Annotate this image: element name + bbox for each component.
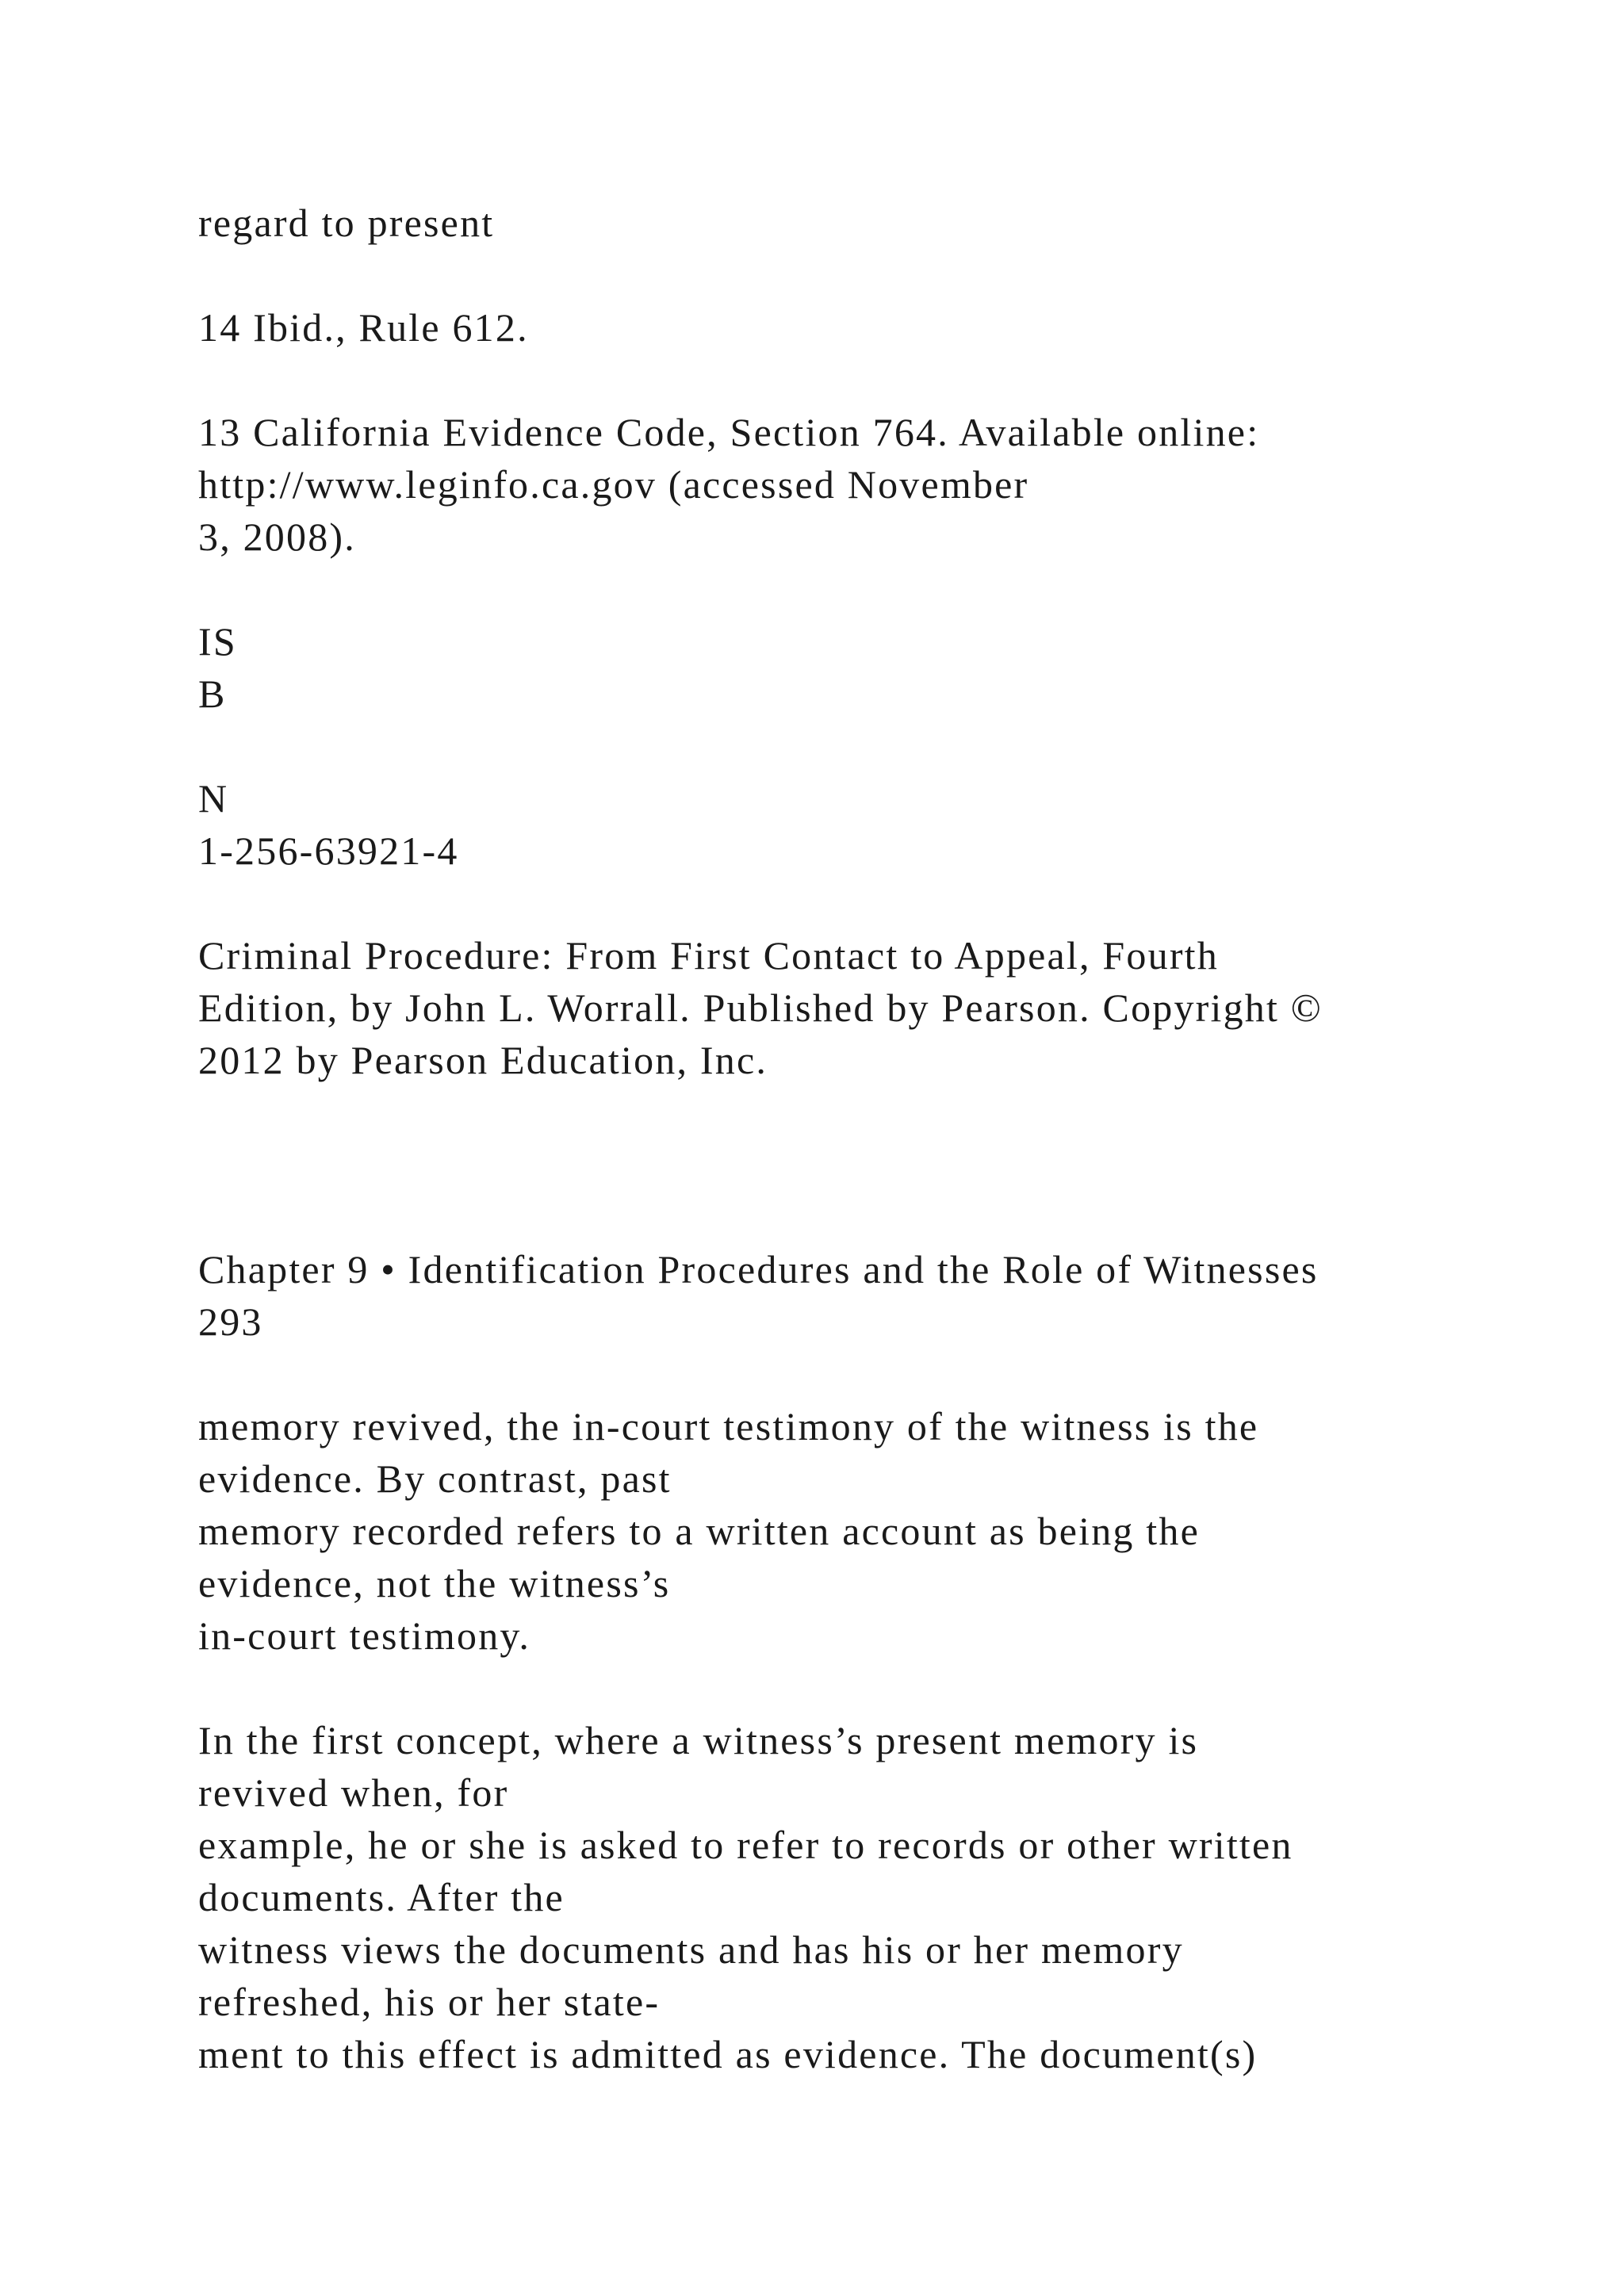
paragraph-gap (198, 877, 1546, 929)
text-line: refreshed, his or her state- (198, 1980, 661, 2024)
text-line: Edition, by John L. Worrall. Published by Pearson. Copyright © (198, 985, 1323, 1030)
text-line: evidence, not the witness’s (198, 1561, 671, 1605)
text-line: 2012 by Pearson Education, Inc. (198, 1038, 768, 1082)
text-line: in-court testimony. (198, 1613, 531, 1658)
text-line: ment to this effect is admitted as evidence. The document(s) (198, 2032, 1258, 2076)
body-paragraph (198, 1714, 1546, 2080)
text-fragment (198, 197, 1546, 249)
body-paragraph (198, 1400, 1546, 1662)
footnote-14 (198, 301, 1546, 354)
text-line: Criminal Procedure: From First Contact to Appeal, Fourth (198, 933, 1219, 978)
paragraph-gap (198, 563, 1546, 615)
isbn-number (198, 772, 1546, 877)
text-line: IS (198, 619, 237, 664)
text-line: evidence. By contrast, past (198, 1456, 672, 1501)
paragraph-gap (198, 1662, 1546, 1714)
text-line: http://www.leginfo.ca.gov (accessed November (198, 462, 1029, 507)
running-header (198, 1243, 1546, 1348)
text-line: Chapter 9 • Identification Procedures and the Role of Witnesses (198, 1247, 1319, 1292)
page-number: 293 (198, 1299, 263, 1344)
text-line: witness views the documents and has his or her memory (198, 1927, 1184, 1972)
text-line: N (198, 776, 229, 821)
text-line: In the first concept, where a witness’s present memory is (198, 1718, 1199, 1762)
section-gap (198, 1086, 1546, 1243)
document-page (198, 197, 1546, 2080)
isbn-label-fragment (198, 615, 1546, 720)
footnote-13 (198, 406, 1546, 563)
paragraph-gap (198, 249, 1546, 301)
text-line: 3, 2008). (198, 515, 356, 559)
copyright-notice (198, 929, 1546, 1086)
text-line: documents. After the (198, 1875, 565, 1919)
text-line: memory recorded refers to a written account as being the (198, 1509, 1200, 1553)
text-line: B (198, 672, 227, 716)
text-line: 1-256-63921-4 (198, 828, 459, 873)
text-line: 13 California Evidence Code, Section 764. Available online: (198, 410, 1260, 454)
paragraph-gap (198, 354, 1546, 406)
text-line: regard to present (198, 201, 495, 245)
text-line: 14 Ibid., Rule 612. (198, 305, 529, 350)
text-line: memory revived, the in-court testimony of the witness is the (198, 1404, 1259, 1448)
text-line: example, he or she is asked to refer to records or other written (198, 1823, 1293, 1867)
paragraph-gap (198, 720, 1546, 772)
text-line: revived when, for (198, 1770, 509, 1815)
paragraph-gap (198, 1348, 1546, 1400)
